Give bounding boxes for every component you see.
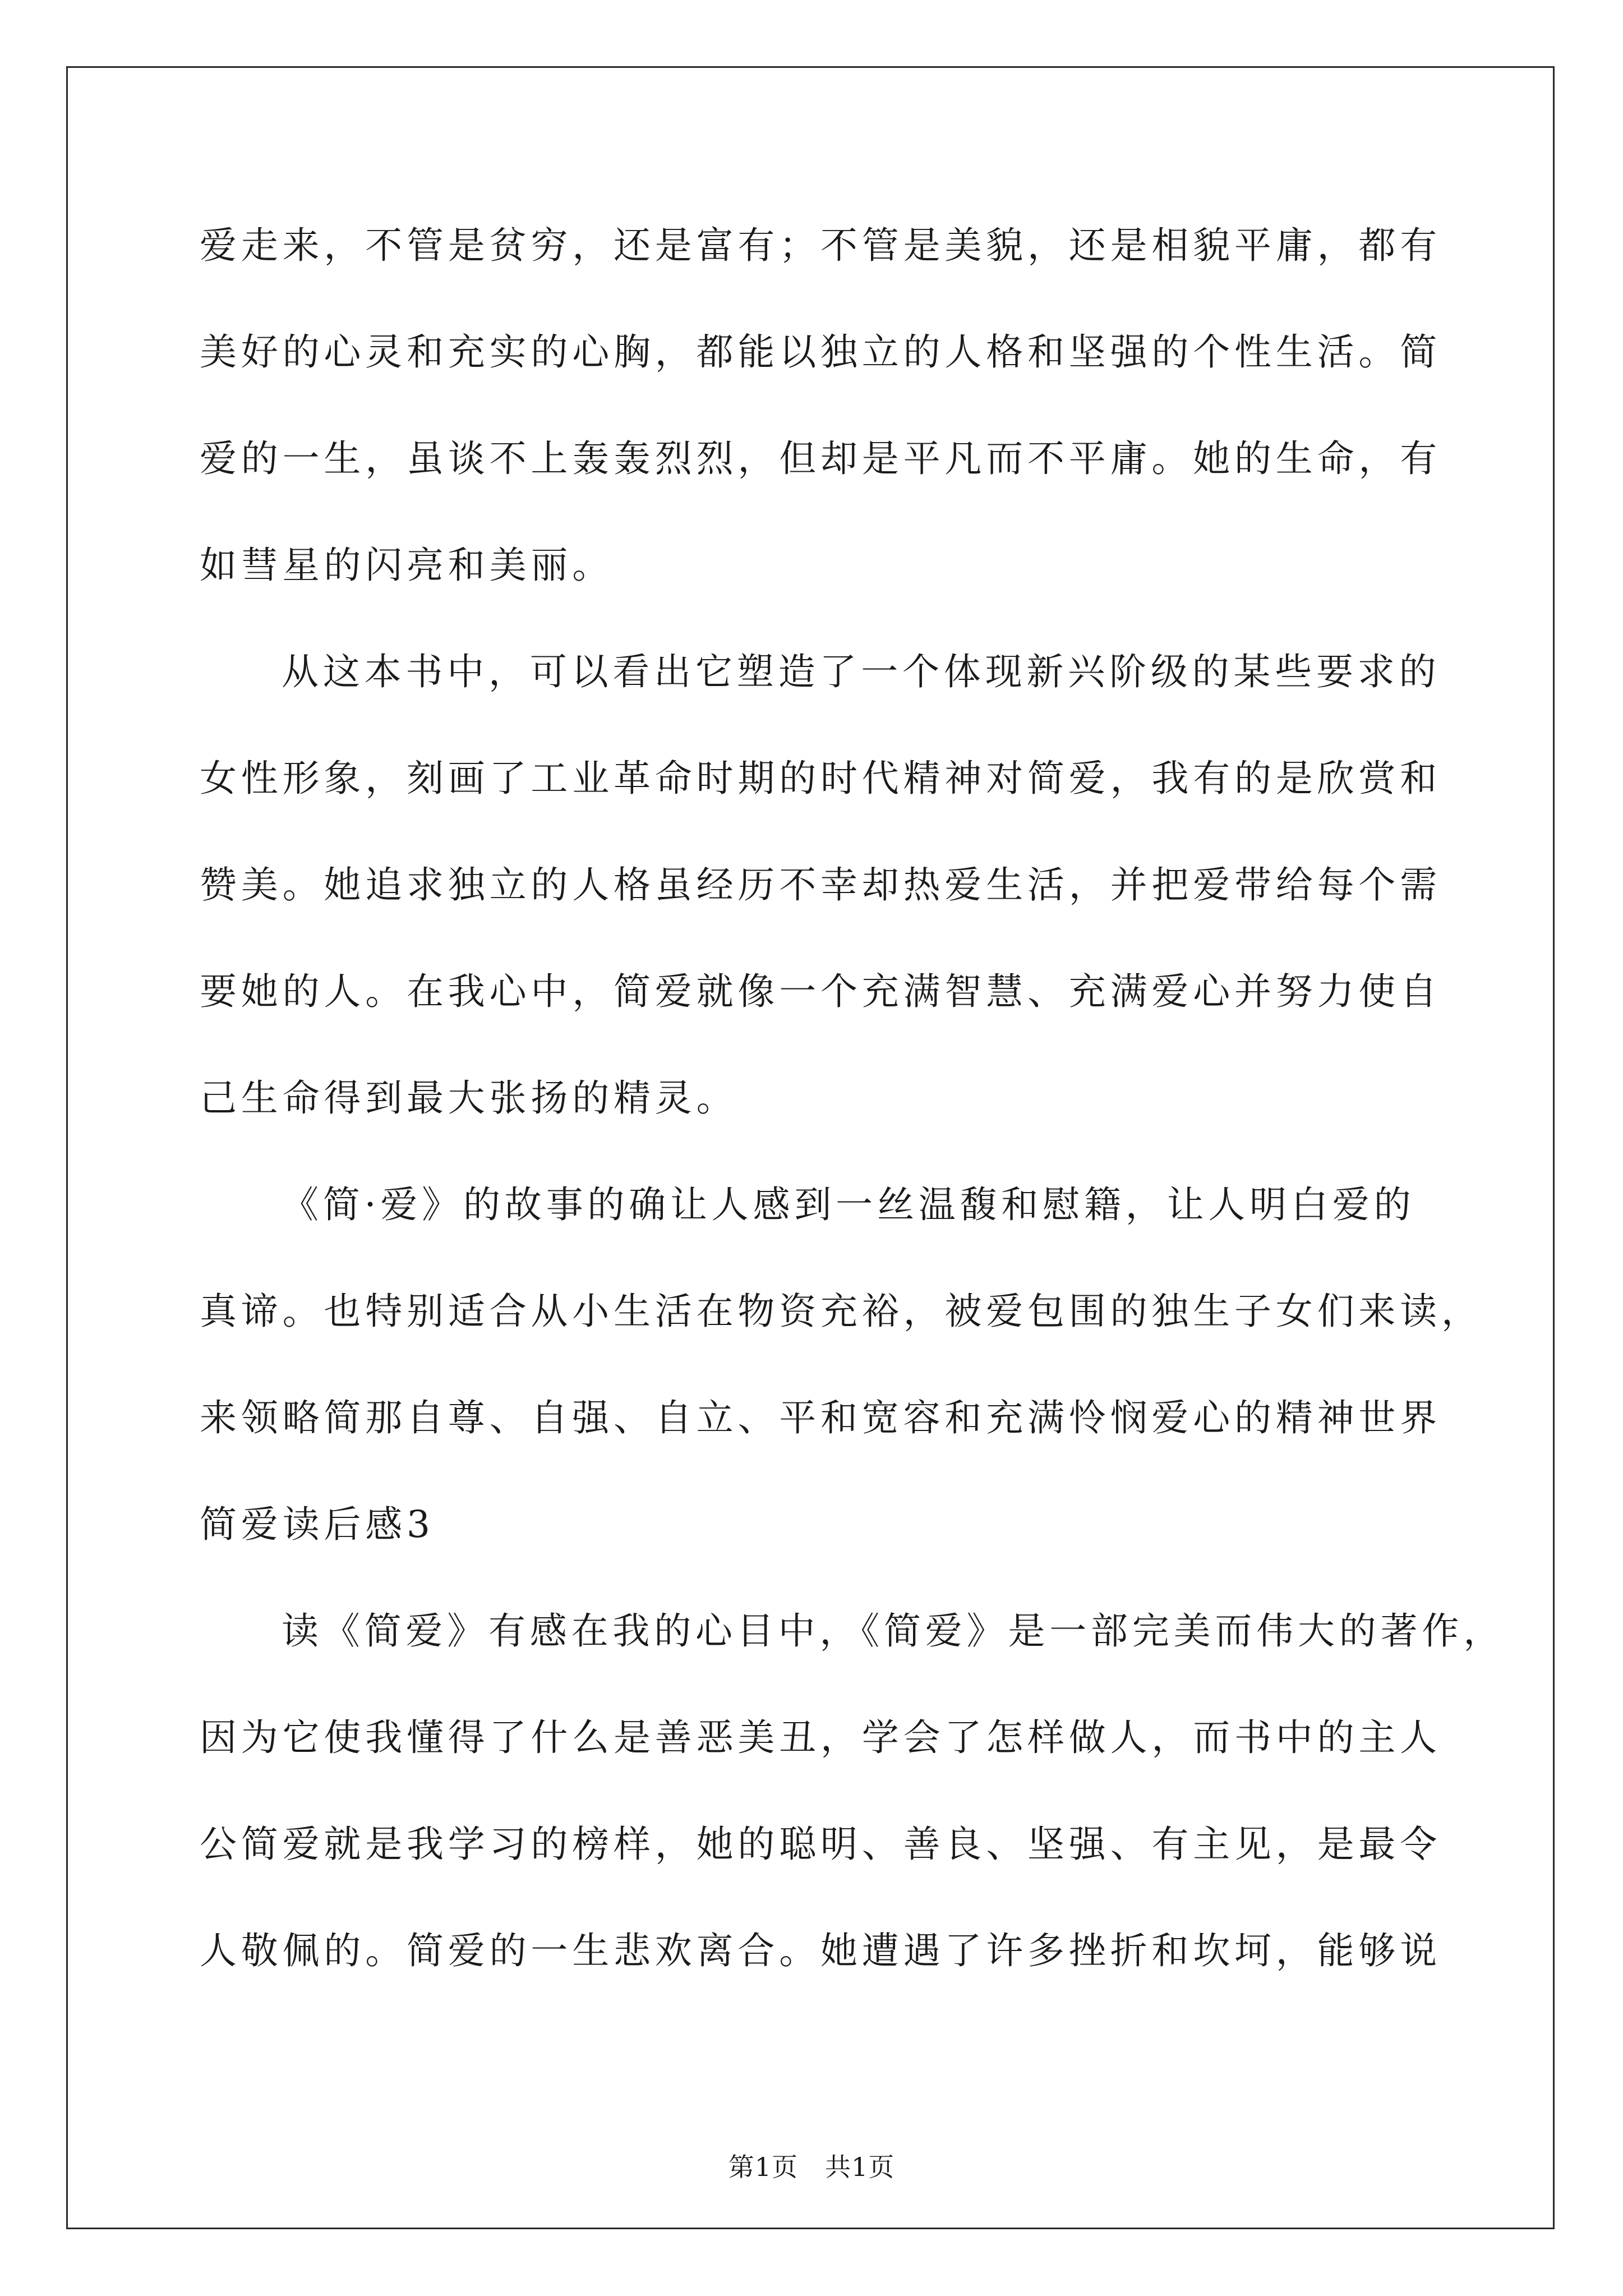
text-line: 真谛。也特别适合从小生活在物资充裕，被爱包围的独生子女们来读， [200,1290,1483,1333]
text-line: 爱走来，不管是贫穷，还是富有；不管是美貌，还是相貌平庸，都有 [200,224,1441,267]
page-total: 共1页 [825,2152,895,2182]
text-line: 公简爱就是我学习的榜样，她的聪明、善良、坚强、有主见，是最令 [200,1823,1441,1866]
text-line: 女性形象，刻画了工业革命时期的时代精神对简爱，我有的是欣赏和 [200,757,1441,800]
text-line: 己生命得到最大张扬的精灵。 [200,1076,738,1120]
document-body [200,215,1505,2027]
text-line: 美好的心灵和充实的心胸，都能以独立的人格和坚强的个性生活。简 [200,330,1441,374]
page-number: 第1页 [728,2152,798,2182]
text-line: 来领略简那自尊、自强、自立、平和宽容和充满怜悯爱心的精神世界 [200,1396,1441,1439]
text-line: 爱的一生，虽谈不上轰轰烈烈，但却是平凡而不平庸。她的生命，有 [200,437,1441,480]
text-line: 要她的人。在我心中，简爱就像一个充满智慧、充满爱心并努力使自 [200,970,1441,1013]
section-heading: 简爱读后感3 [200,1503,435,1546]
page-footer [0,2150,1623,2184]
paragraph-start-line: 读《简爱》有感在我的心目中，《简爱》是一部完美而伟大的著作， [282,1609,1505,1653]
text-line: 赞美。她追求独立的人格虽经历不幸却热爱生活，并把爱带给每个需 [200,863,1441,907]
text-line: 因为它使我懂得了什么是善恶美丑，学会了怎样做人，而书中的主人 [200,1716,1441,1759]
text-line: 如彗星的闪亮和美丽。 [200,544,614,587]
paragraph-start-line: 《简·爱》的故事的确让人感到一丝温馥和慰籍，让人明白爱的 [282,1183,1415,1226]
paragraph-start-line: 从这本书中，可以看出它塑造了一个体现新兴阶级的某些要求的 [282,650,1441,693]
text-line: 人敬佩的。简爱的一生悲欢离合。她遭遇了许多挫折和坎坷，能够说 [200,1929,1441,1972]
